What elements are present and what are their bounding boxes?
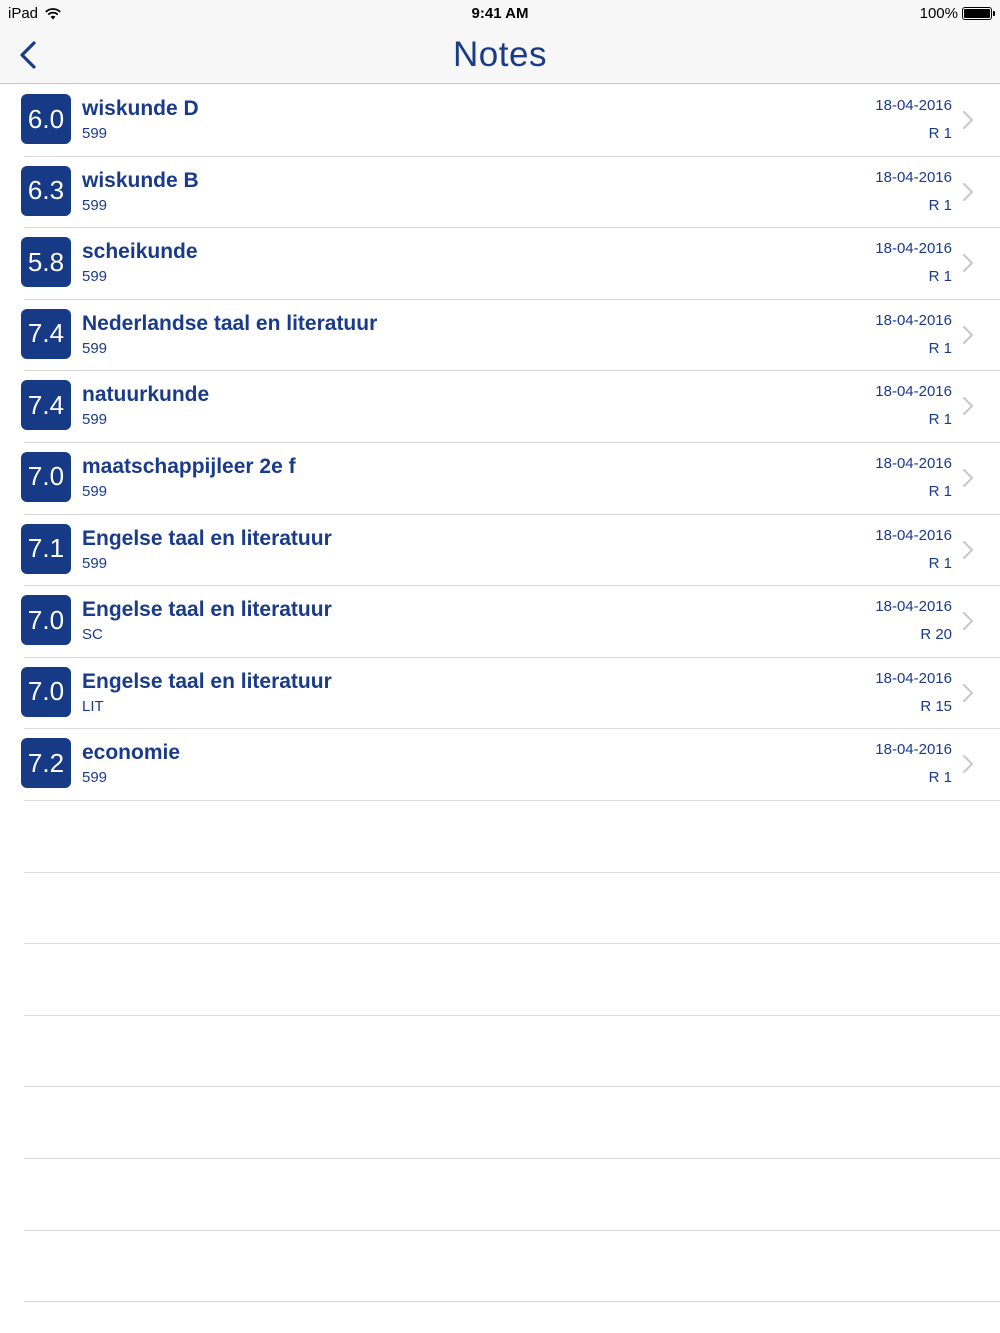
chevron-right-icon <box>962 110 974 130</box>
chevron-right-icon <box>962 325 974 345</box>
device-label: iPad <box>8 5 39 22</box>
subject-code: 599 <box>82 769 108 787</box>
subject-code: SC <box>82 626 103 644</box>
subject-code: 599 <box>82 482 108 500</box>
grade-badge: 7.4 <box>21 309 71 359</box>
chevron-right-icon <box>962 468 974 488</box>
subject-name: Nederlandse taal en literatuur <box>82 311 378 335</box>
grade-date: 18-04-2016 <box>875 741 952 759</box>
grade-weight: R 20 <box>920 626 952 644</box>
grade-date: 18-04-2016 <box>875 240 952 258</box>
empty-row <box>0 1158 1000 1230</box>
grade-badge: 7.4 <box>21 380 71 430</box>
empty-row <box>0 800 1000 872</box>
grade-weight: R 1 <box>928 411 952 429</box>
chevron-right-icon <box>962 754 974 774</box>
row-separator <box>24 1301 1000 1302</box>
grade-row[interactable] <box>0 514 1000 586</box>
status-time: 9:41 AM <box>471 5 529 22</box>
chevron-right-icon <box>962 540 974 560</box>
subject-name: scheikunde <box>82 240 198 264</box>
grade-date: 18-04-2016 <box>875 454 952 472</box>
grade-badge: 7.0 <box>21 595 71 645</box>
subject-name: Engelse taal en literatuur <box>82 669 332 693</box>
chevron-right-icon <box>962 182 974 202</box>
grade-date: 18-04-2016 <box>875 526 952 544</box>
subject-name: maatschappijleer 2e f <box>82 454 296 478</box>
grade-weight: R 1 <box>928 268 952 286</box>
grade-date: 18-04-2016 <box>875 97 952 114</box>
empty-row <box>0 872 1000 944</box>
status-right <box>920 5 992 22</box>
grade-date: 18-04-2016 <box>875 598 952 616</box>
grade-row[interactable] <box>0 227 1000 299</box>
empty-row <box>0 1086 1000 1158</box>
grade-row[interactable] <box>0 657 1000 729</box>
chevron-right-icon <box>962 611 974 631</box>
subject-code: 599 <box>82 554 108 572</box>
grade-row[interactable] <box>0 442 1000 514</box>
grade-badge: 7.2 <box>21 738 71 788</box>
page-title: Notes <box>453 35 547 74</box>
grade-weight: R 1 <box>928 196 952 214</box>
grade-badge: 7.0 <box>21 667 71 717</box>
battery-icon <box>962 7 992 20</box>
grade-row[interactable] <box>0 299 1000 371</box>
subject-name: Engelse taal en literatuur <box>82 598 332 622</box>
grade-date: 18-04-2016 <box>875 168 952 186</box>
grade-badge: 7.1 <box>21 524 71 574</box>
subject-code: 599 <box>82 125 108 142</box>
navigation-bar <box>0 27 1000 84</box>
subject-name: economie <box>82 741 181 765</box>
empty-row <box>0 1015 1000 1087</box>
subject-code: LIT <box>82 697 104 715</box>
grades-list <box>0 84 1000 1301</box>
empty-row <box>0 1230 1000 1302</box>
battery-fill <box>964 9 990 18</box>
subject-code: 599 <box>82 411 108 429</box>
grade-date: 18-04-2016 <box>875 669 952 687</box>
chevron-right-icon <box>962 253 974 273</box>
grade-badge: 6.0 <box>21 94 71 144</box>
empty-row <box>0 943 1000 1015</box>
subject-name: Engelse taal en literatuur <box>82 526 332 550</box>
grade-row[interactable] <box>0 84 1000 156</box>
grade-weight: R 1 <box>928 482 952 500</box>
grade-weight: R 1 <box>928 554 952 572</box>
subject-name: wiskunde D <box>82 97 199 120</box>
grade-row[interactable] <box>0 370 1000 442</box>
grade-weight: R 1 <box>928 339 952 357</box>
chevron-right-icon <box>962 396 974 416</box>
grade-date: 18-04-2016 <box>875 311 952 329</box>
grade-weight: R 1 <box>928 769 952 787</box>
subject-name: wiskunde B <box>82 168 199 192</box>
subject-code: 599 <box>82 196 108 214</box>
battery-percent: 100% <box>919 5 958 22</box>
subject-name: natuurkunde <box>82 383 210 407</box>
grade-date: 18-04-2016 <box>875 383 952 401</box>
grade-weight: R 1 <box>928 125 952 142</box>
subject-code: 599 <box>82 268 108 286</box>
subject-code: 599 <box>82 339 108 357</box>
grade-badge: 6.3 <box>21 166 71 216</box>
status-bar <box>0 0 1000 27</box>
grade-badge: 7.0 <box>21 452 71 502</box>
grade-row[interactable] <box>0 585 1000 657</box>
grade-badge: 5.8 <box>21 237 71 287</box>
grade-row[interactable] <box>0 156 1000 228</box>
chevron-right-icon <box>962 683 974 703</box>
grade-weight: R 15 <box>920 697 952 715</box>
grade-row[interactable] <box>0 728 1000 800</box>
